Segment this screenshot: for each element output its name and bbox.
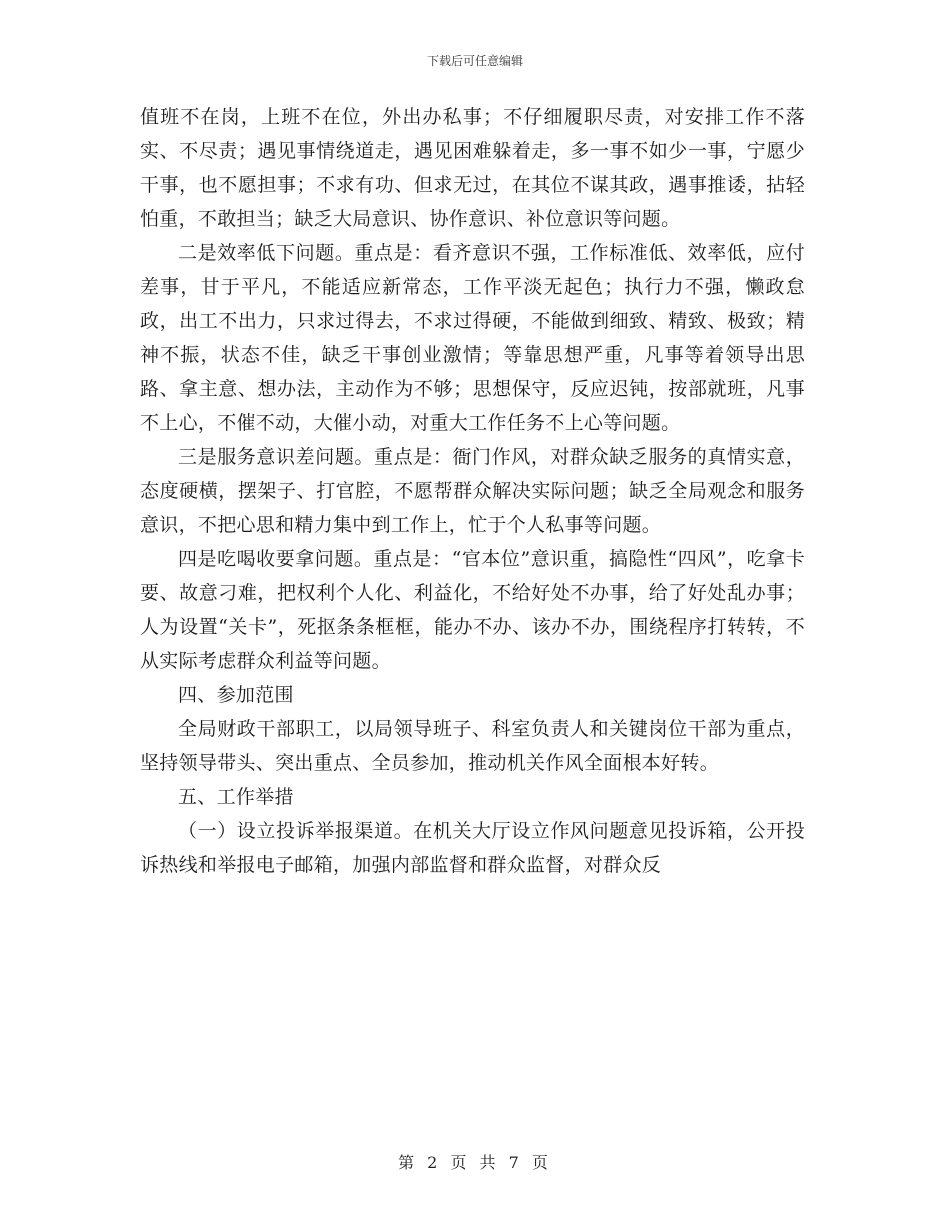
paragraph: 三是服务意识差问题。重点是：衙门作风，对群众缺乏服务的真情实意，态度硬横，摆架子、打官腔，不愿帮群众解决实际问题；缺乏全局观念和服务意识，不把心思和精力集中到工作上，忙于个人私事等问题。 <box>140 446 805 536</box>
paragraph: 二是效率低下问题。重点是：看齐意识不强，工作标准低、效率低，应付差事，甘于平凡，不能适应新常态，工作平淡无起色；执行力不强，懒政怠政，出工不出力，只求过得去，不求过得硬，不能做到细致、精致、极致；精神不振，状态不佳，缺乏干事创业激情；等靠思想严重，凡事等着领导出思路、拿主意、想办法，主动作为不够；思想保守，反应迟钝，按部就班，凡事不上心，不催不动，大催小动，对重大工作任务不上心等问题。 <box>140 242 805 434</box>
paragraph: 值班不在岗，上班不在位，外出办私事；不仔细履职尽责，对安排工作不落实、不尽责；遇见事情绕道走，遇见困难躲着走，多一事不如少一事，宁愿少干事，也不愿担事；不求有功、但求无过，在其位不谋其政，遇事推诿，拈轻怕重，不敢担当；缺乏大局意识、协作意识、补位意识等问题。 <box>140 106 805 230</box>
section-heading: 四、参加范围 <box>178 684 294 706</box>
document-body <box>140 100 805 882</box>
paragraph: （一）设立投诉举报渠道。在机关大厅设立作风问题意见投诉箱，公开投诉热线和举报电子邮箱，加强内部监督和群众监督，对群众反 <box>140 820 805 876</box>
page-footer: 第 2 页 共 7 页 <box>398 1153 552 1172</box>
paragraph: 四是吃喝收要拿问题。重点是：“官本位”意识重，搞隐性“四风”，吃拿卡要、故意刁难，把权利个人化、利益化，不给好处不办事，给了好处乱办事；人为设置“关卡”，死抠条条框框，能办不办、该办不办，围绕程序打转转，不从实际考虑群众利益等问题。 <box>140 548 805 672</box>
paragraph: 全局财政干部职工，以局领导班子、科室负责人和关键岗位干部为重点，坚持领导带头、突出重点、全员参加，推动机关作风全面根本好转。 <box>140 718 805 774</box>
section-heading: 五、工作举措 <box>178 786 294 808</box>
page-header: 下载后可任意编辑 <box>426 54 523 68</box>
